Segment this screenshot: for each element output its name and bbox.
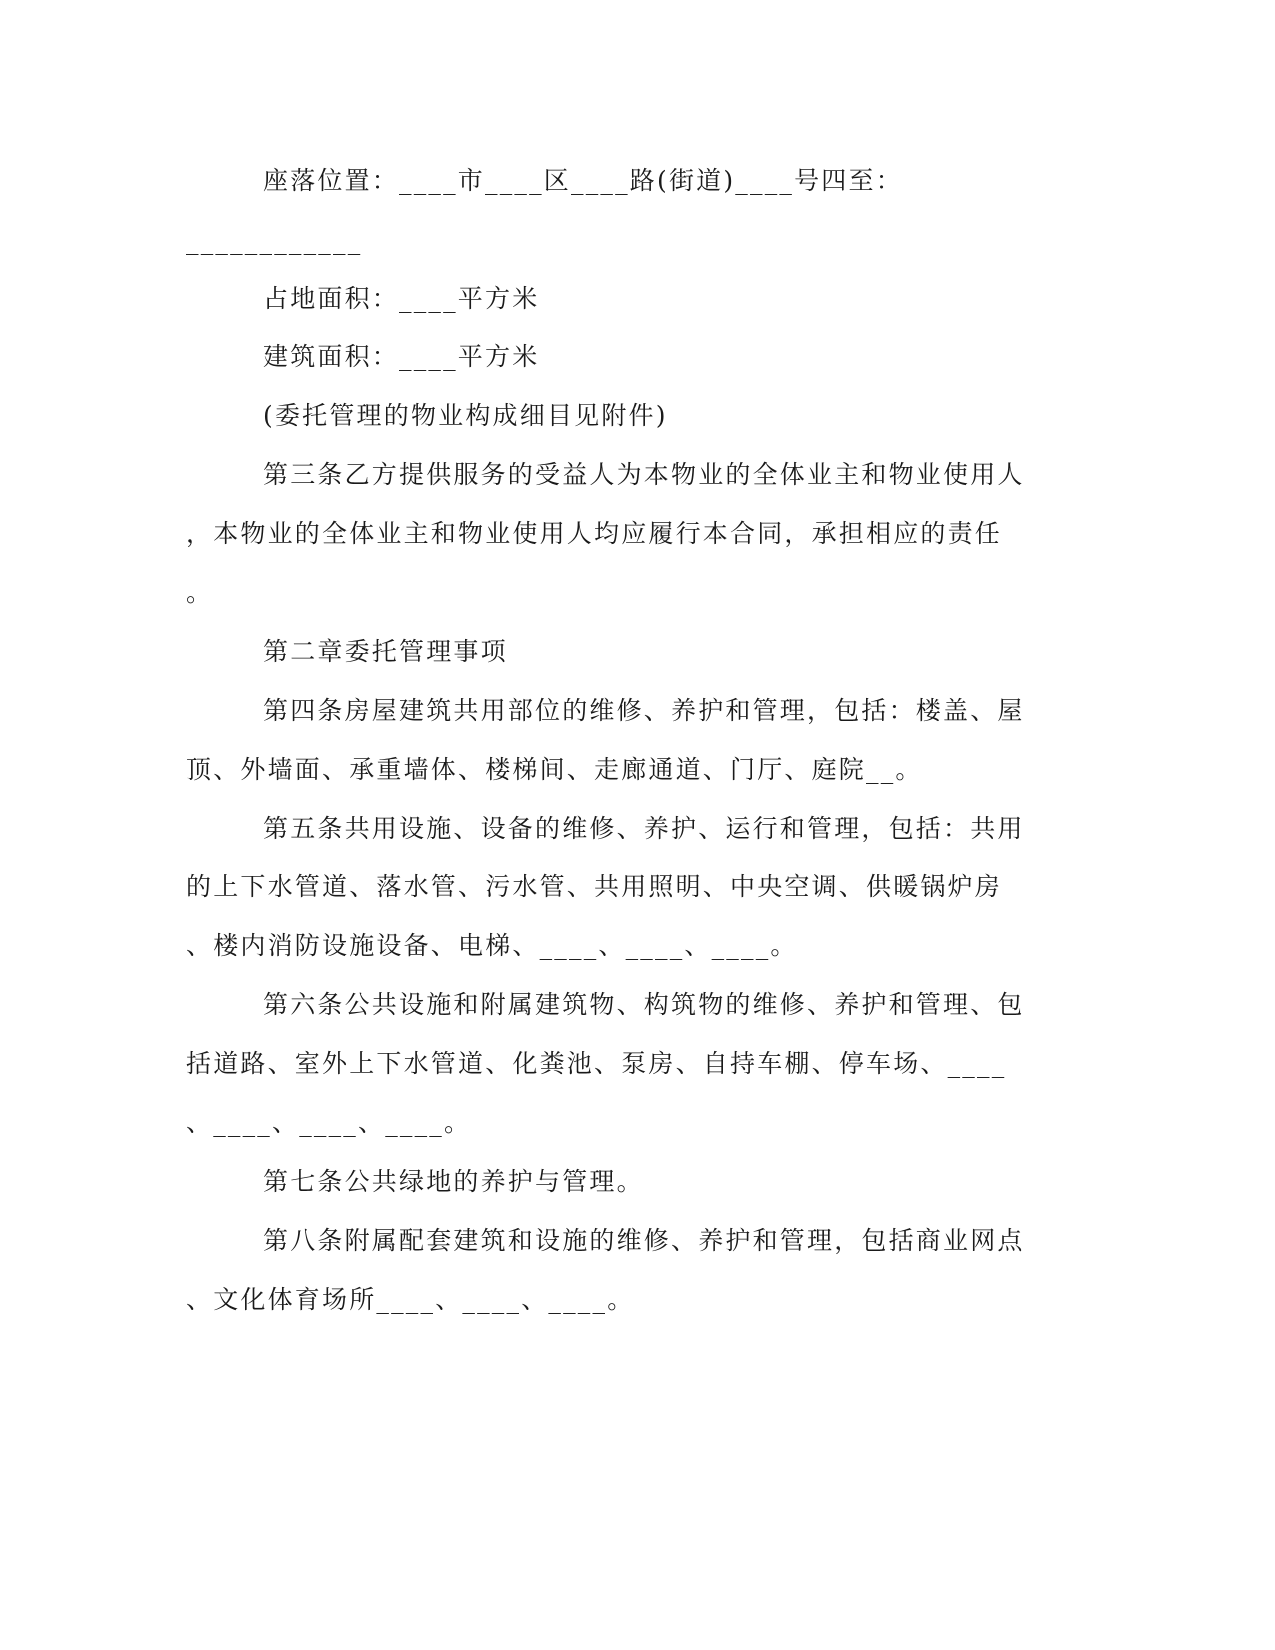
- article-5-line-2: 的上下水管道、落水管、污水管、共用照明、中央空调、供暖锅炉房: [186, 872, 1003, 901]
- article-3-line-2: ，本物业的全体业主和物业使用人均应履行本合同，承担相应的责任: [186, 519, 1003, 548]
- article-3-line-3: 。: [186, 578, 214, 607]
- article-4-line-1: 第四条房屋建筑共用部位的维修、养护和管理，包括：楼盖、屋: [263, 696, 1025, 725]
- building-area-line: 建筑面积：____平方米: [263, 342, 540, 371]
- article-7-line: 第七条公共绿地的养护与管理。: [263, 1167, 644, 1196]
- article-4-line-2: 顶、外墙面、承重墙体、楼梯间、走廊通道、门厅、庭院__。: [186, 755, 923, 784]
- article-6-line-2: 括道路、室外上下水管道、化粪池、泵房、自持车棚、停车场、____: [186, 1049, 1007, 1078]
- annex-note-line: (委托管理的物业构成细目见附件): [263, 401, 668, 430]
- boundary-blank-line: ____________: [186, 226, 363, 255]
- location-line: 座落位置：____市____区____路(街道)____号四至：: [263, 166, 903, 195]
- article-3-line-1: 第三条乙方提供服务的受益人为本物业的全体业主和物业使用人: [263, 460, 1025, 489]
- article-6-line-3: 、____、____、____。: [186, 1108, 472, 1137]
- article-8-line-2: 、文化体育场所____、____、____。: [186, 1285, 635, 1314]
- article-6-line-1: 第六条公共设施和附属建筑物、构筑物的维修、养护和管理、包: [263, 990, 1025, 1019]
- article-8-line-1: 第八条附属配套建筑和设施的维修、养护和管理，包括商业网点: [263, 1226, 1025, 1255]
- article-5-line-3: 、楼内消防设施设备、电梯、____、____、____。: [186, 931, 798, 960]
- article-5-line-1: 第五条共用设施、设备的维修、养护、运行和管理，包括：共用: [263, 814, 1025, 843]
- land-area-line: 占地面积：____平方米: [263, 284, 540, 313]
- chapter-2-heading: 第二章委托管理事项: [263, 637, 508, 666]
